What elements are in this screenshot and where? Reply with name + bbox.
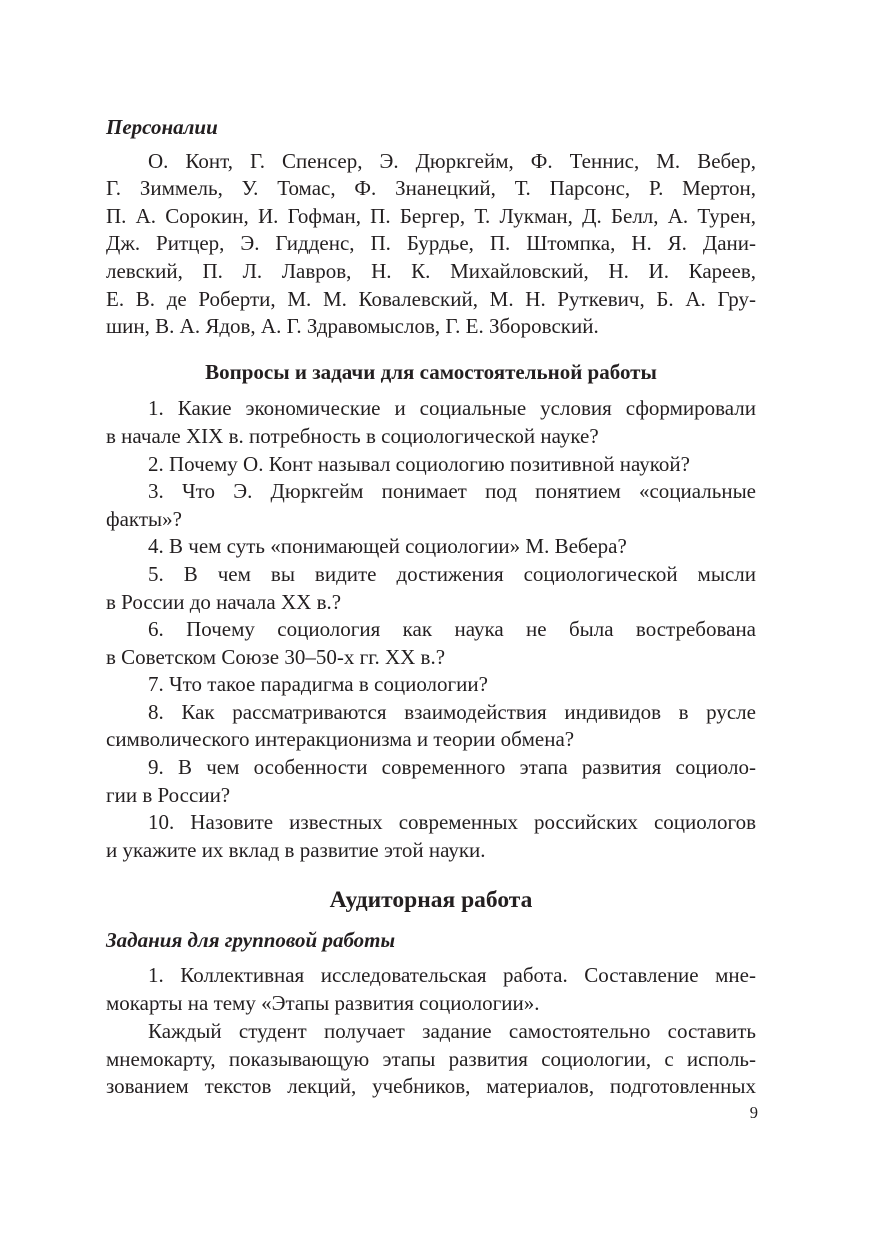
persons-list xyxy=(106,148,756,341)
questions-heading: Вопросы и задачи для самостоятельной работы xyxy=(205,359,657,384)
classwork-task xyxy=(106,962,756,1017)
classwork-task-detail xyxy=(106,1018,756,1101)
task-detail-line: мнемокарту, показывающую этапы развития социологии, с исполь- xyxy=(106,1046,756,1071)
persons-heading: Персоналии xyxy=(106,115,218,139)
question-item xyxy=(106,616,756,671)
page-number: 9 xyxy=(749,1103,758,1122)
question-line: символического интеракционизма и теории обмена? xyxy=(106,727,575,752)
question-line: 8. Как рассматриваются взаимодействия индивидов в русле xyxy=(148,699,756,724)
question-item xyxy=(106,754,756,809)
page-content xyxy=(106,111,756,1101)
question-line: 10. Назовите известных современных российских социологов xyxy=(148,810,756,835)
persons-line: Е. В. де Роберти, М. М. Ковалевский, М. Н. Руткевич, Б. А. Гру- xyxy=(106,286,756,311)
question-line: в Советском Союзе 30–50-х гг. XX в.? xyxy=(106,644,446,669)
persons-line: шин, В. А. Ядов, А. Г. Здравомыслов, Г. Е. Зборовский. xyxy=(106,314,599,339)
question-item xyxy=(106,533,756,561)
task-line: мокарты на тему «Этапы развития социологии». xyxy=(106,990,540,1015)
question-line: 1. Какие экономические и социальные условия сформировали xyxy=(148,396,756,421)
task-detail-line: зованием текстов лекций, учебников, материалов, подготовленных xyxy=(106,1074,756,1099)
questions-list xyxy=(106,395,756,864)
persons-line: левский, П. Л. Лавров, Н. К. Михайловский, Н. И. Кареев, xyxy=(106,258,756,283)
question-item xyxy=(106,451,756,479)
question-line: в начале XIX в. потребность в социологической науке? xyxy=(106,423,599,448)
classwork-heading: Аудиторная работа xyxy=(329,887,533,914)
question-item xyxy=(106,478,756,533)
question-line: факты»? xyxy=(106,506,182,531)
question-item xyxy=(106,395,756,450)
task-detail-line: Каждый студент получает задание самостоятельно составить xyxy=(148,1019,756,1044)
question-line: 6. Почему социология как наука не была востребована xyxy=(148,617,756,642)
question-line: гии в России? xyxy=(106,782,231,807)
question-item xyxy=(106,671,756,699)
persons-line: Г. Зиммель, У. Томас, Ф. Знанецкий, Т. Парсонс, Р. Мертон, xyxy=(106,176,756,201)
question-line: 4. В чем суть «понимающей социологии» М. Вебера? xyxy=(148,534,627,559)
question-line: 5. В чем вы видите достижения социологической мысли xyxy=(148,561,756,586)
persons-line: Дж. Ритцер, Э. Гидденс, П. Бурдье, П. Штомпка, Н. Я. Дани- xyxy=(106,231,756,256)
question-line: 7. Что такое парадигма в социологии? xyxy=(148,672,488,697)
question-line: в России до начала XX в.? xyxy=(106,589,342,614)
question-item xyxy=(106,809,756,864)
classwork-subheading: Задания для групповой работы xyxy=(106,928,396,953)
question-line: и укажите их вклад в развитие этой науки. xyxy=(106,837,486,862)
question-line: 9. В чем особенности современного этапа развития социоло- xyxy=(148,755,756,780)
question-item xyxy=(106,561,756,616)
question-line: 3. Что Э. Дюркгейм понимает под понятием «социальные xyxy=(148,479,756,504)
persons-line: О. Конт, Г. Спенсер, Э. Дюркгейм, Ф. Теннис, М. Вебер, xyxy=(148,148,756,173)
persons-line: П. А. Сорокин, И. Гофман, П. Бергер, Т. Лукман, Д. Белл, А. Турен, xyxy=(106,203,756,228)
question-item xyxy=(106,699,756,754)
question-line: 2. Почему О. Конт называл социологию позитивной наукой? xyxy=(148,451,690,476)
task-line: 1. Коллективная исследовательская работа. Составление мне- xyxy=(148,963,756,988)
